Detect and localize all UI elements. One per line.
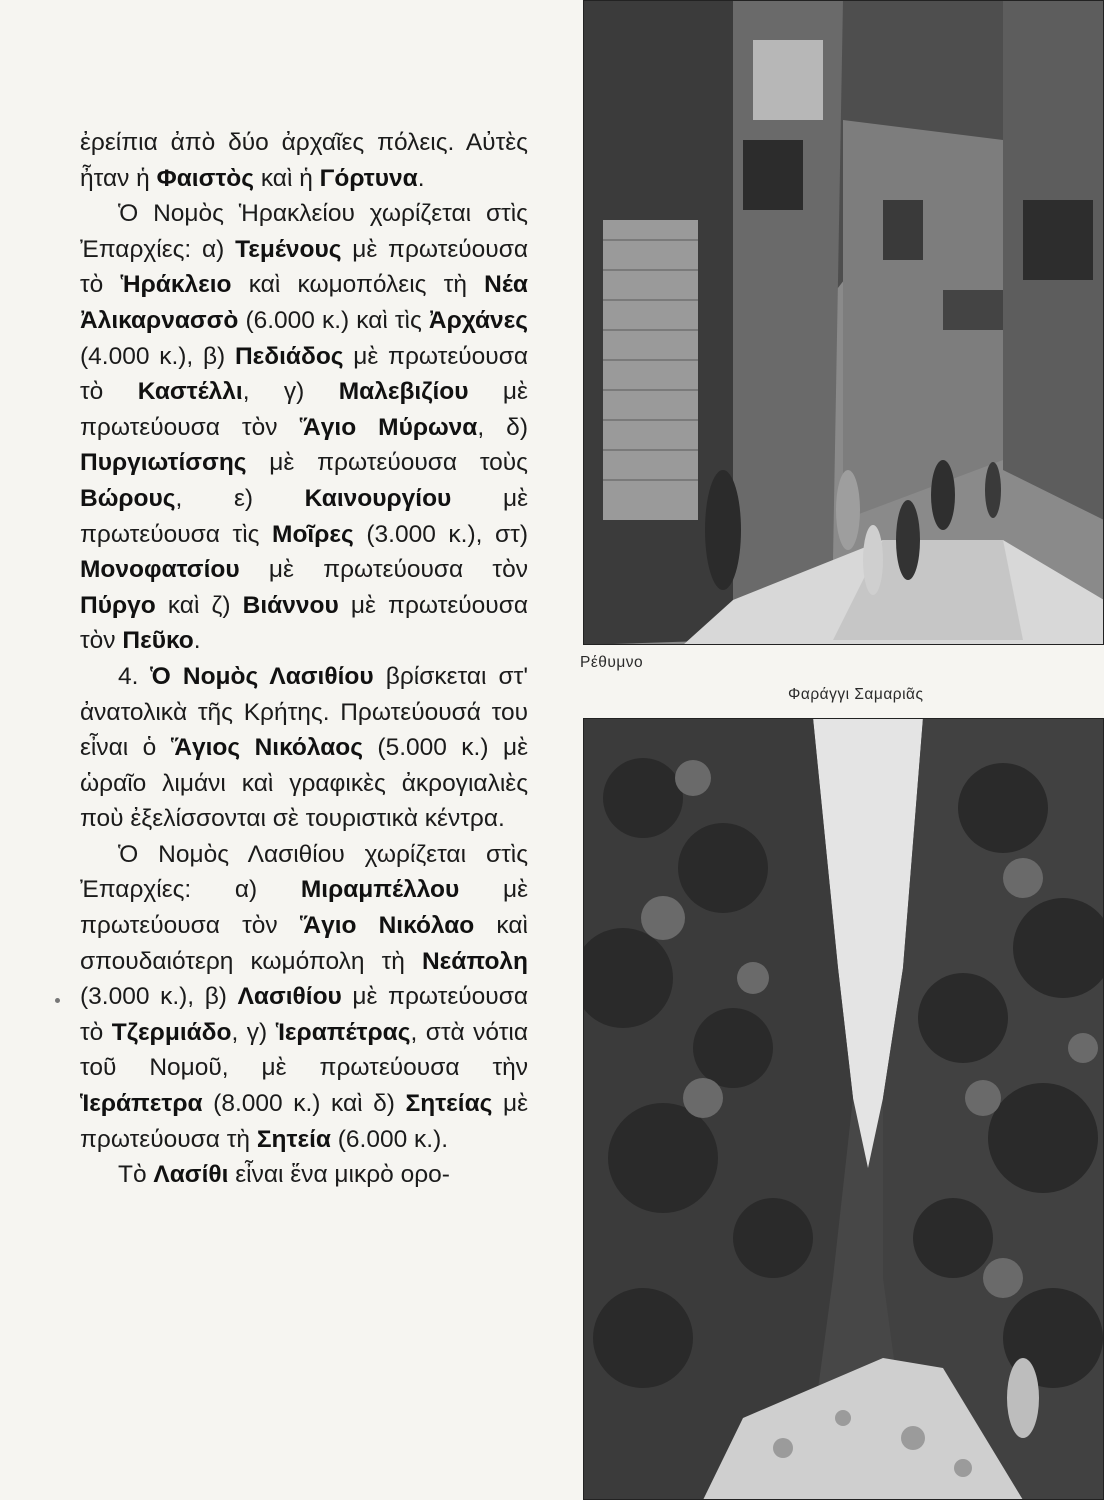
scan-speck — [55, 998, 60, 1003]
place-name: Σητείας — [405, 1090, 493, 1118]
text-run: . — [417, 164, 425, 192]
text-run: ἐρείπια ἀπὸ δύο ἀρχαῖες πόλεις. Αὐτὲς ἦταν ἡ — [80, 129, 528, 192]
place-name: Φαιστὸς — [156, 164, 255, 192]
place-name: Πεδιάδος — [234, 342, 344, 370]
text-run: Ὁ Νομὸς Λασιθίου χωρίζεται στὶς Ἐπαρχίες: α) — [80, 840, 528, 904]
place-name: Γόρτυνα — [319, 164, 418, 192]
text-run: μὲ πρωτεύουσα τὸ — [80, 235, 528, 299]
text-run: , γ) — [231, 1018, 276, 1046]
place-name: Ἱεραπέτρας — [275, 1018, 411, 1046]
place-name: Ἱεράπετρα — [80, 1090, 203, 1118]
text-run: μὲ πρωτεύουσα τὸν — [239, 556, 528, 584]
place-name: Μιραμπέλλου — [300, 876, 460, 904]
text-run: Τὸ — [118, 1161, 154, 1189]
text-run: . — [193, 627, 201, 655]
gorge-photo-illustration — [583, 718, 1104, 1500]
place-name: Ὁ Νομὸς Λασιθίου — [150, 662, 374, 690]
text-run: (8.000 κ.) καὶ δ) — [202, 1090, 406, 1118]
paragraph — [80, 1157, 528, 1193]
place-name: Καστέλλι — [137, 378, 243, 406]
text-run: μὲ πρωτεύουσα τὸν — [80, 591, 528, 655]
place-name: Πεῦκο — [122, 627, 194, 655]
place-name: Ἅγιος Νικόλαος — [170, 734, 363, 762]
text-run: (4.000 κ.), β) — [80, 342, 235, 370]
text-run: , στὰ νότια τοῦ Νομοῦ, μὲ πρωτεύουσα τὴν — [80, 1018, 528, 1082]
text-run: μὲ πρωτεύουσα τὸν — [80, 378, 528, 441]
text-run: καὶ ζ) — [155, 591, 243, 619]
text-run: Ὁ Νομὸς Ἡρακλείου χωρίζεται στὶς Ἐπαρχίες: α) — [80, 200, 528, 263]
place-name: Τζερμιάδο — [111, 1018, 232, 1046]
text-run: μὲ πρωτεύουσα τὴ — [80, 1090, 528, 1153]
text-run: (3.000 κ.), στ) — [353, 520, 528, 548]
samaria-gorge-photo — [583, 718, 1104, 1500]
place-name: Πύργο — [80, 591, 156, 619]
text-run: , γ) — [242, 378, 339, 406]
paragraph — [80, 659, 528, 837]
caption-samaria-gorge: Φαράγγι Σαμαριᾶς — [788, 686, 924, 703]
place-name: Πυργιωτίσσης — [80, 449, 247, 477]
text-run: 4. — [118, 662, 151, 690]
text-run: μὲ πρωτεύουσα τὶς — [80, 484, 528, 548]
rethymno-street-photo — [583, 0, 1104, 645]
place-name: Μαλεβιζίου — [338, 378, 469, 406]
place-name: Τεμένους — [235, 235, 342, 263]
text-run: μὲ πρωτεύουσα τὸ — [80, 983, 528, 1046]
place-name: Λασιθίου — [237, 983, 342, 1011]
place-name: Ἡράκλειο — [120, 271, 232, 299]
text-run: μὲ πρωτεύουσα τὸν — [80, 876, 528, 940]
text-run: (6.000 κ.). — [330, 1125, 449, 1153]
text-run: καὶ σπουδαιότερη κωμόπολη τὴ — [80, 912, 528, 975]
text-run: καὶ κωμοπόλεις τὴ — [231, 271, 485, 299]
place-name: Μοῖρες — [272, 520, 354, 548]
place-name: Λασίθι — [153, 1161, 229, 1189]
text-run: , δ) — [477, 413, 528, 441]
body-text-column — [80, 125, 528, 1193]
paragraph — [80, 837, 528, 1157]
place-name: Νεάπολη — [421, 947, 528, 975]
place-name: Νέα Ἀλικαρνασσὸ — [80, 271, 528, 334]
text-run: (5.000 κ.) μὲ ὡραῖο λιμάνι καὶ γραφικὲς ἀκρογιαλιὲς ποὺ ἐξελίσσονται σὲ τουριστικὰ κέντρα. — [80, 734, 528, 833]
text-run: , ε) — [175, 484, 305, 512]
place-name: Καινουργίου — [304, 484, 452, 512]
place-name: Σητεία — [256, 1125, 331, 1153]
paragraph — [80, 196, 528, 659]
text-run: μὲ πρωτεύουσα τὸ — [80, 342, 528, 406]
paragraph — [80, 125, 528, 196]
text-run: (6.000 κ.) καὶ τὶς — [238, 306, 429, 334]
text-run: βρίσκεται στ' ἀνατολικὰ τῆς Κρήτης. Πρωτεύουσά του εἶναι ὁ — [80, 662, 529, 762]
place-name: Μονοφατσίου — [80, 556, 240, 584]
place-name: Βώρους — [80, 484, 176, 512]
caption-rethymno: Ρέθυμνο — [580, 654, 644, 671]
place-name: Ἀρχάνες — [428, 306, 528, 334]
text-run: καὶ ἡ — [254, 164, 320, 192]
text-run: (3.000 κ.), β) — [80, 983, 238, 1011]
place-name: Ἅγιο Νικόλαο — [299, 912, 475, 940]
place-name: Ἅγιο Μύρωνα — [299, 413, 478, 441]
place-name: Βιάννου — [242, 591, 339, 619]
street-photo-illustration — [583, 0, 1104, 645]
text-run: μὲ πρωτεύουσα τοὺς — [246, 449, 528, 477]
text-run: εἶναι ἕνα μικρὸ ορο- — [228, 1161, 450, 1189]
